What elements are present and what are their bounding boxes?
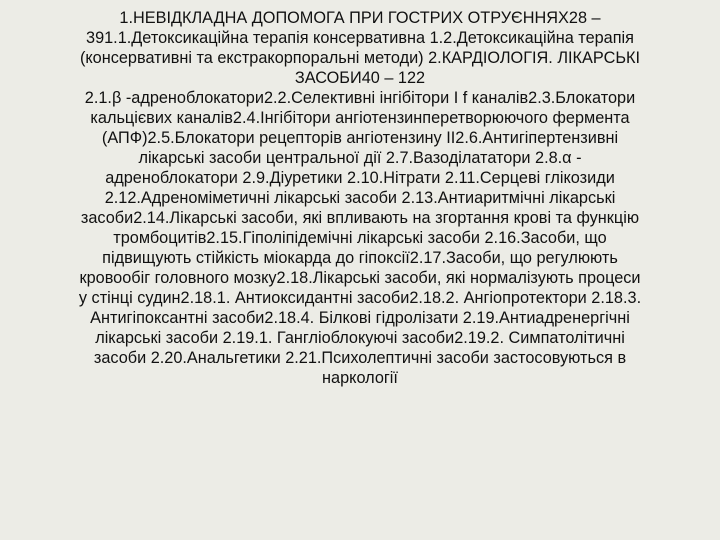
toc-line: (консервативні та екстракорпоральні методи) 2.КАРДІОЛОГІЯ. ЛІКАРСЬКІ	[79, 49, 641, 67]
toc-line: 1.НЕВІДКЛАДНА ДОПОМОГА ПРИ ГОСТРИХ ОТРУЄННЯХ28 –	[119, 9, 601, 27]
toc-line: (АПФ)2.5.Блокатори рецепторів ангіотензину II2.6.Антигіпертензивні	[101, 129, 619, 147]
toc-line: 2.12.Адреноміметичні лікарські засоби 2.13.Антиаритмічні лікарські	[104, 189, 616, 207]
toc-line: лікарські засоби центральної дії 2.7.Вазоділататори 2.8.α -	[138, 149, 582, 167]
toc-line: наркології	[322, 369, 398, 387]
toc-line: у стінці судин2.18.1. Антиоксидантні засоби2.18.2. Ангіопротектори 2.18.3.	[78, 289, 642, 307]
toc-line: ЗАСОБИ40 – 122	[294, 69, 426, 87]
toc-line: кальцієвих каналів2.4.Інгібітори ангіотензинперетворюючого фермента	[90, 109, 630, 127]
toc-line: Антигіпоксантні засоби2.18.4. Білкові гідролізати 2.19.Антиадренергічні	[90, 309, 630, 327]
toc-line: адреноблокатори 2.9.Діуретики 2.10.Нітрати 2.11.Серцеві глікозиди	[105, 169, 615, 187]
toc-line: підвищують стійкість міокарда до гіпоксії2.17.Засоби, що регулюють	[102, 249, 618, 267]
toc-line: 2.1.β -адреноблокатори2.2.Селективні інгібітори I f каналів2.3.Блокатори	[84, 89, 636, 107]
toc-line: засоби 2.20.Анальгетики 2.21.Психолептичні засоби застосовуються в	[93, 349, 627, 367]
toc-line: тромбоцитів2.15.Гіполіпідемічні лікарські засоби 2.16.Засоби, що	[113, 229, 607, 247]
toc-line: засоби2.14.Лікарські засоби, які впливають на згортання крові та функцію	[80, 209, 640, 227]
toc-line: лікарські засоби 2.19.1. Гангліоблокуючі засоби2.19.2. Симпатолітичні	[95, 329, 625, 347]
toc-line: кровообіг головного мозку2.18.Лікарські засоби, які нормалізують процеси	[79, 269, 641, 287]
table-of-contents-text	[46, 8, 674, 388]
toc-line: 391.1.Детоксикаційна терапія консервативна 1.2.Детоксикаційна терапія	[86, 29, 634, 47]
